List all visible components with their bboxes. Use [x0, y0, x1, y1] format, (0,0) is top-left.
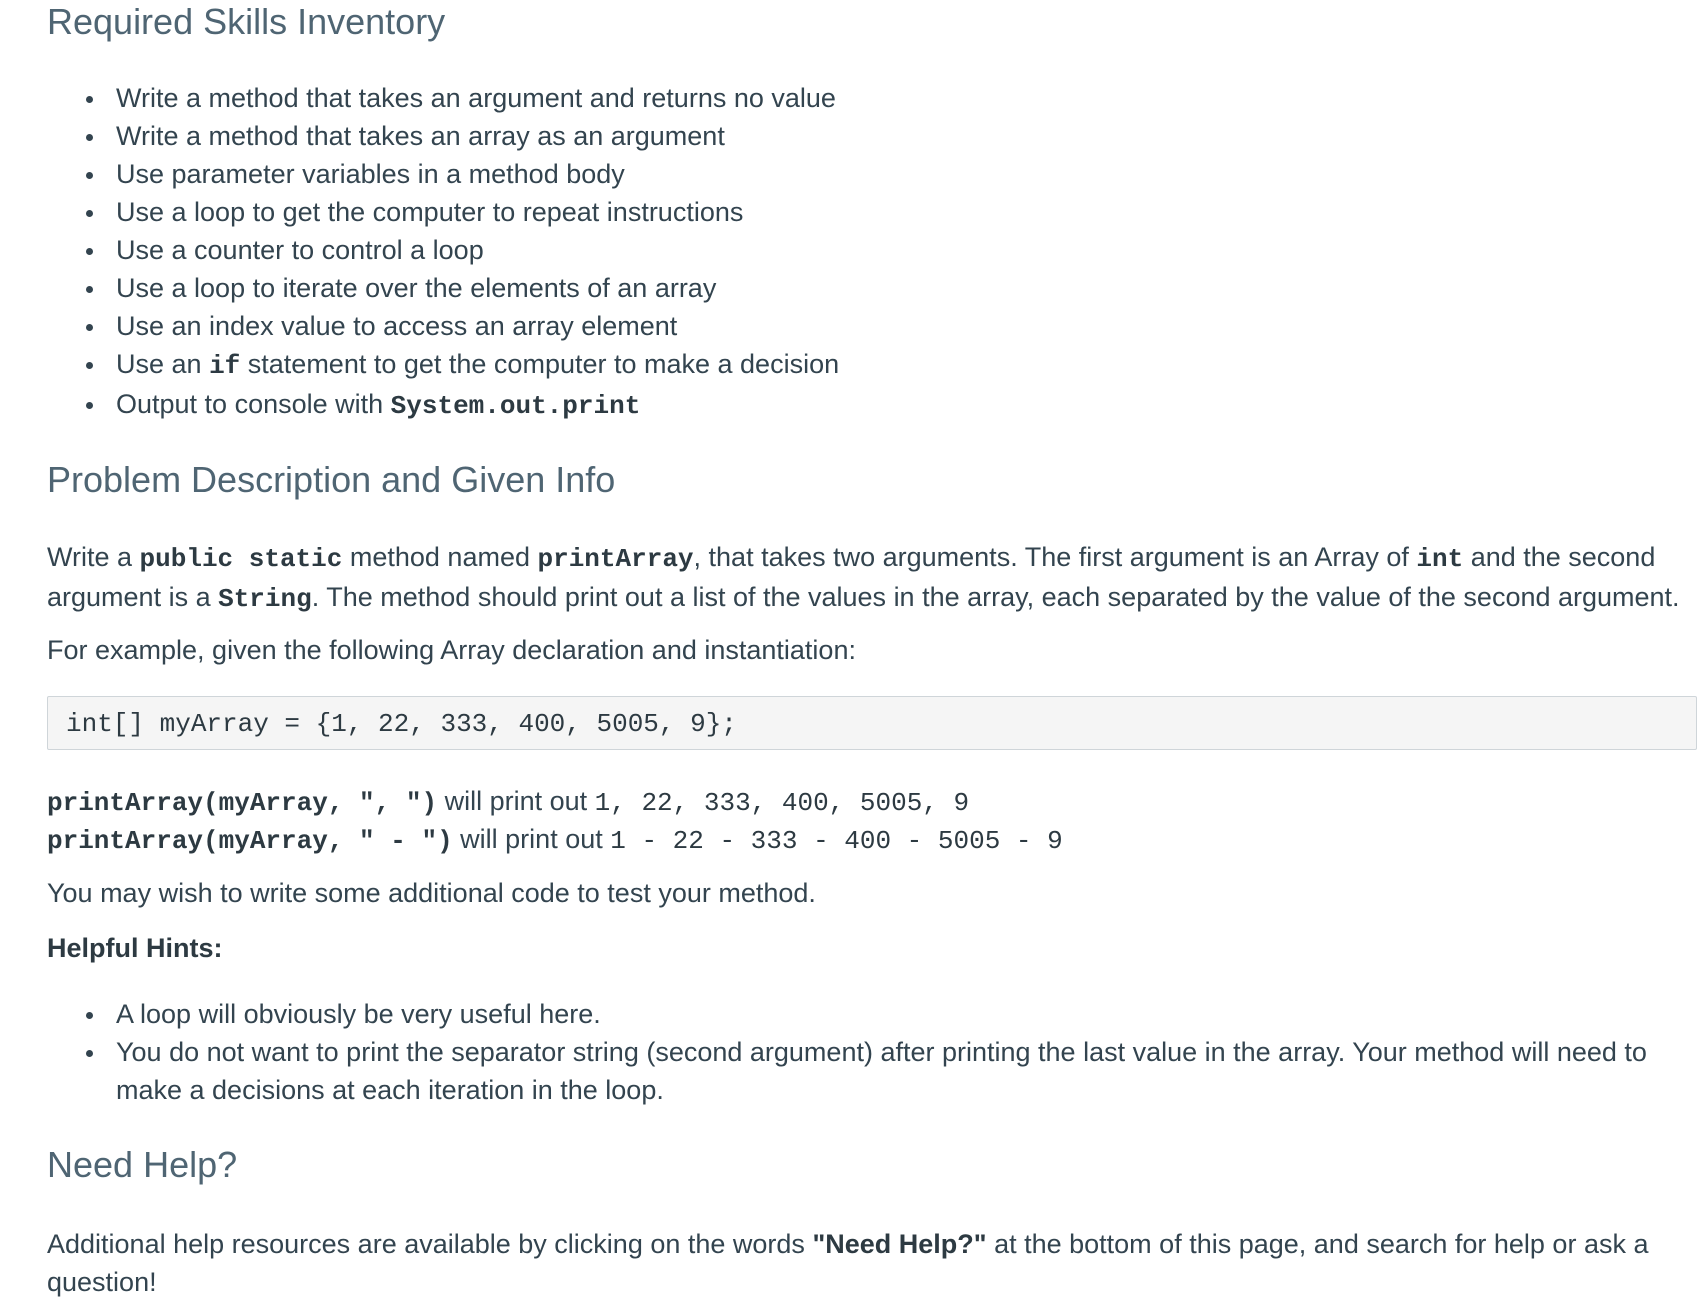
list-item: Write a method that takes an array as an argument	[47, 117, 1647, 155]
need-help-emphasis: "Need Help?"	[812, 1229, 987, 1259]
example-call: printArray(myArray, ", ")	[47, 788, 438, 818]
text-segment: Output to console with	[116, 389, 391, 419]
inline-code: printArray	[537, 544, 694, 574]
list-item: Use an index value to access an array element	[47, 307, 1647, 345]
list-item: A loop will obviously be very useful here.	[47, 995, 1667, 1033]
example-line-1	[47, 782, 969, 822]
example-output: 1 - 22 - 333 - 400 - 5005 - 9	[610, 826, 1063, 856]
skills-list	[47, 79, 1647, 425]
example-call: printArray(myArray, " - ")	[47, 826, 453, 856]
list-item	[47, 385, 1647, 425]
inline-code: if	[209, 351, 241, 381]
inline-code: System.out.print	[390, 391, 641, 421]
list-item: Use parameter variables in a method body	[47, 155, 1647, 193]
inline-code: public static	[139, 544, 343, 574]
code-line: int[] myArray = {1, 22, 333, 400, 5005, 9};	[66, 709, 737, 739]
example-intro: For example, given the following Array declaration and instantiation:	[47, 635, 856, 665]
text-segment: and the second argument is a	[47, 542, 1656, 612]
section-title-skills: Required Skills Inventory	[47, 1, 446, 42]
text-segment: . The method should print out a list of the values in the array, each separated by the value of the second argument.	[311, 582, 1680, 612]
list-item: You do not want to print the separator string (second argument) after printing the last value in the array. Your method will need to make a decisions at each iteration in the loop.	[47, 1033, 1667, 1109]
text-segment: Write a	[47, 542, 140, 572]
text-segment: Use an	[116, 349, 210, 379]
text-segment: , that takes two arguments. The first argument is an Array of	[693, 542, 1417, 572]
inline-code: String	[218, 584, 312, 614]
code-block	[47, 696, 1697, 750]
example-output: 1, 22, 333, 400, 5005, 9	[594, 788, 970, 818]
text-segment: at the bottom of this page, and search for help or ask a question!	[47, 1229, 1649, 1297]
list-item: Use a loop to get the computer to repeat instructions	[47, 193, 1647, 231]
example-line-2	[47, 820, 1063, 860]
hints-title: Helpful Hints:	[47, 933, 223, 963]
text-segment: Additional help resources are available by clicking on the words	[47, 1229, 813, 1259]
problem-paragraph	[47, 538, 1687, 618]
hints-list	[47, 995, 1667, 1109]
help-paragraph	[47, 1225, 1677, 1301]
section-title-problem: Problem Description and Given Info	[47, 459, 616, 500]
inline-code: int	[1416, 544, 1464, 574]
list-item	[47, 345, 1647, 385]
text-segment: method named	[342, 542, 538, 572]
section-title-help: Need Help?	[47, 1144, 238, 1185]
test-note: You may wish to write some additional code to test your method.	[47, 878, 816, 908]
text-segment: statement to get the computer to make a decision	[240, 349, 840, 379]
list-item: Use a loop to iterate over the elements of an array	[47, 269, 1647, 307]
text-segment: will print out	[437, 786, 595, 816]
list-item: Use a counter to control a loop	[47, 231, 1647, 269]
text-segment: will print out	[452, 824, 611, 854]
list-item: Write a method that takes an argument and returns no value	[47, 79, 1647, 117]
